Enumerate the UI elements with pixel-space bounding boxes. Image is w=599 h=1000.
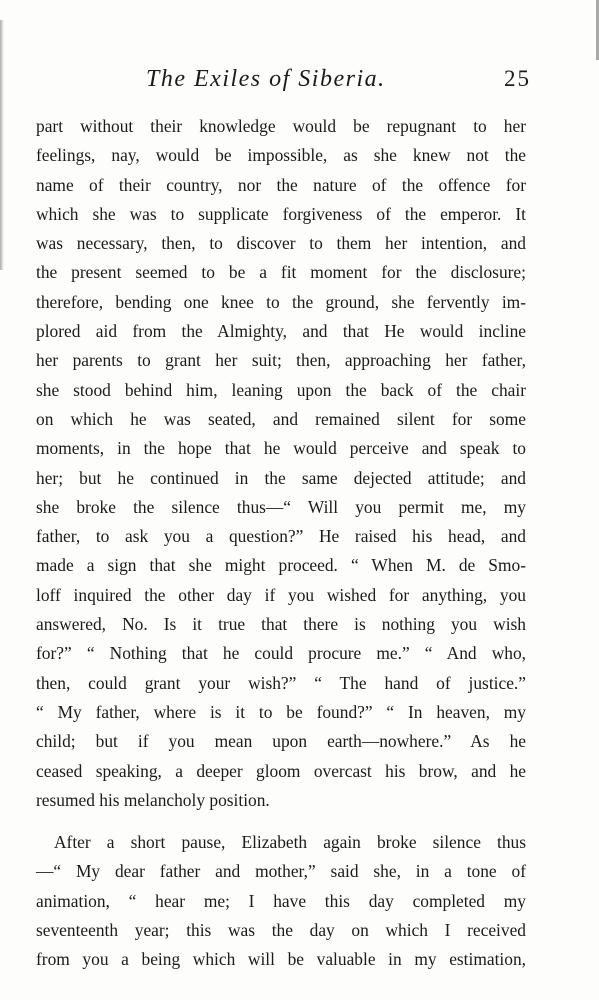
text-line: seventeenth year; this was the day on which I received <box>36 920 526 941</box>
running-head <box>36 66 536 102</box>
paragraph-gap <box>36 815 526 828</box>
text-line: her parents to grant her suit; then, approaching her father, <box>36 350 526 371</box>
text-line: on which he was seated, and remained silent for some <box>36 408 526 429</box>
page-number: 25 <box>504 66 531 91</box>
text-line: —“ My dear father and mother,” said she, in a tone of <box>36 861 526 882</box>
text-line: she broke the silence thus—“ Will you permit me, my <box>36 496 526 517</box>
text-line: she stood behind him, leaning upon the back of the chair <box>36 379 526 400</box>
text-line: made a sign that she might proceed. “ When M. de Smo- <box>36 555 526 576</box>
text-line: her; but he continued in the same dejected attitude; and <box>36 467 526 488</box>
text-line: moments, in the hope that he would perceive and speak to <box>36 438 526 459</box>
text-line: resumed his melancholy position. <box>36 789 270 810</box>
text-line: answered, No. Is it true that there is nothing you wish <box>36 614 526 635</box>
paragraph-2 <box>36 828 526 974</box>
text-line: loff inquired the other day if you wished for anything, you <box>36 584 526 605</box>
body-text <box>36 112 526 975</box>
text-line: from you a being which will be valuable in my estimation, <box>36 949 526 970</box>
text-line: was necessary, then, to discover to them her intention, and <box>36 233 526 254</box>
text-line: the present seemed to be a fit moment for the disclosure; <box>36 262 526 283</box>
text-line: father, to ask you a question?” He raised his head, and <box>36 526 526 547</box>
text-line: feelings, nay, would be impossible, as she knew not the <box>36 145 526 166</box>
text-line: “ My father, where is it to be found?” “ In heaven, my <box>36 701 526 722</box>
text-line: plored aid from the Almighty, and that He would incline <box>36 321 526 342</box>
running-title: The Exiles of Siberia. <box>146 66 386 92</box>
text-line: therefore, bending one knee to the ground, she fervently im- <box>36 291 526 312</box>
text-line: then, could grant your wish?” “ The hand of justice.” <box>36 672 526 693</box>
text-line: After a short pause, Elizabeth again broke silence thus <box>54 832 526 853</box>
text-line: part without their knowledge would be repugnant to her <box>36 116 526 136</box>
text-line: which she was to supplicate forgiveness of the emperor. It <box>36 203 526 224</box>
paragraph-1 <box>36 112 526 815</box>
text-line: for?” “ Nothing that he could procure me.” “ And who, <box>36 643 526 664</box>
text-line: child; but if you mean upon earth—nowhere.” As he <box>36 731 526 752</box>
page-edge-shadow <box>0 20 4 270</box>
text-line: name of their country, nor the nature of the offence for <box>36 174 526 195</box>
text-line: ceased speaking, a deeper gloom overcast his brow, and he <box>36 760 526 781</box>
text-line: animation, “ hear me; I have this day completed my <box>36 890 526 911</box>
